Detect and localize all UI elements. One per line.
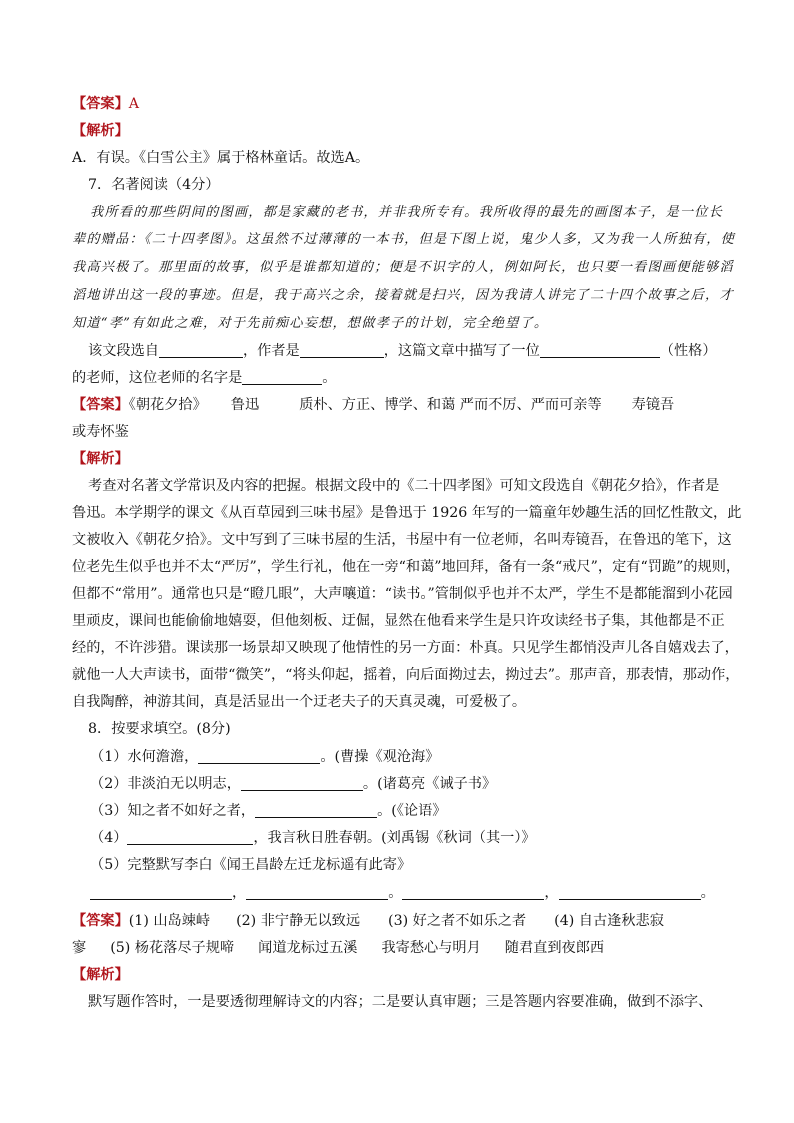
- answer-blank[interactable]: [559, 883, 701, 900]
- answer-tag: 【答案】: [72, 397, 129, 413]
- answer-item: 闻道龙标过五溪: [258, 940, 358, 956]
- analysis-tag: 【解析】: [72, 451, 129, 467]
- q7-passage-line-4: 滔地讲出这一段的事迹。但是，我于高兴之余，接着就是扫兴，因为我请人讲完了二十四个故事之后，才: [72, 288, 734, 303]
- item-text: （3）知之者不如好之者，: [90, 803, 256, 819]
- q7-answer-line-1: [72, 392, 732, 418]
- answer-item: 鲁迅: [230, 397, 260, 413]
- q7-passage-line-3: 我高兴极了。那里面的故事，似乎是谁都知道的；便是不识字的人，例如阿长，也只要一看图画便能够滔: [72, 260, 734, 275]
- item-text: 。(《论语》: [377, 803, 447, 819]
- punct: 。: [388, 885, 403, 901]
- answer-blank[interactable]: [246, 883, 388, 900]
- q8-item-1: [90, 744, 750, 770]
- q8-analysis: 默写题作答时，一是要透彻理解诗文的内容；二是要认真审题；三是答题内容要准确，做到不添字、: [88, 994, 713, 1010]
- q7-analysis-tag-line: [72, 446, 732, 472]
- answer-blank[interactable]: [241, 774, 363, 791]
- answer-blank[interactable]: [159, 341, 243, 358]
- question-text: 的老师，这位老师的名字是: [72, 370, 243, 386]
- q8-item-4: [90, 825, 750, 851]
- q7-analysis-line-4: 位老先生似乎也并不太“严厉”，学生行礼，他在一旁“和蔼”地回拜，备有一条“戒尺”，定有“罚跪”的规则，: [72, 559, 741, 575]
- q7-passage-line-1: 我所看的那些阴间的图画，都是家藏的老书，并非我所专有。我所收得的最先的画图本子，是一位长: [90, 205, 724, 220]
- q6-analysis: A．有误。《白雪公主》属于格林童话。故选A。: [72, 150, 370, 166]
- q6-analysis-tag-line: [72, 118, 732, 144]
- question-text: ，这篇文章中描写了一位: [383, 343, 540, 359]
- analysis-tag: 【解析】: [72, 123, 129, 139]
- q8-answer-line-2: [72, 935, 732, 961]
- q6-answer-line: [72, 91, 732, 117]
- answer-item: 《朝花夕拾》: [128, 397, 207, 413]
- q7-analysis-line-7: 经的，不许涉猎。课读那一场景却又映现了他情性的另一方面：朴真。只见学生都悄没声儿各自嬉戏去了，: [72, 640, 739, 656]
- answer-blank[interactable]: [540, 341, 660, 358]
- q8-item-2: [90, 771, 750, 797]
- q7-analysis-line-8: 就他一人大声读书，面带“微笑”，“将头仰起，摇着，向后面拗过去，拗过去”。那声音，那表情，那动作，: [72, 667, 740, 683]
- answer-item: 寥: [72, 940, 87, 956]
- analysis-tag: 【解析】: [72, 967, 129, 983]
- answer-blank[interactable]: [402, 883, 544, 900]
- answer-blank[interactable]: [300, 341, 384, 358]
- answer-item: (1) 山岛竦峙: [128, 913, 211, 929]
- question-text: ，作者是: [242, 343, 300, 359]
- q8-item-3: [90, 798, 750, 824]
- q7-analysis-line-1: 考查对名著文学常识及内容的把握。根据文段中的《二十四孝图》可知文段选自《朝花夕拾》，作者是: [88, 478, 720, 494]
- answer-blank[interactable]: [90, 883, 232, 900]
- q7-answer-line-2: 或寿怀鉴: [72, 424, 129, 440]
- answer-item: 寿镜吾: [631, 397, 675, 413]
- q7-analysis-line-9: 自我陶醉，神游其间，真是活显出一个迂老夫子的天真灵魂，可爱极了。: [72, 694, 527, 710]
- answer-item: (5) 杨花落尽子规啼: [110, 940, 235, 956]
- q7-passage-line-5: 知道“孝”有如此之难，对于先前痴心妄想，想做孝子的计划，完全绝望了。: [72, 316, 549, 331]
- question-text: 该文段选自: [88, 343, 159, 359]
- punct: ，: [232, 885, 247, 901]
- answer-item: (2) 非宁静无以致远: [236, 913, 361, 929]
- q8-item-5: [90, 852, 750, 878]
- q8-analysis-tag-line: [72, 962, 732, 988]
- punct: 。: [700, 885, 715, 901]
- answer-blank[interactable]: [127, 828, 253, 845]
- item-text: ，我言秋日胜春朝。(刘禹锡《秋词（其一）》: [253, 830, 536, 846]
- q7-question-line-1: [88, 338, 748, 364]
- item-text: 。(诸葛亮《诫子书》: [362, 776, 497, 792]
- item-text: （5）完整默写李白《闻王昌龄左迁龙标遥有此寄》: [90, 857, 412, 873]
- q7-analysis-line-6: 里顽皮，课间也能偷偷地嬉耍，但他刻板、迂倔，显然在他看来学生是只许攻读经书子集，其他都是不正: [72, 613, 725, 629]
- q8-title: 8．按要求填空。(8分): [88, 721, 231, 737]
- answer-item: (3) 好之者不如乐之者: [388, 913, 527, 929]
- q7-analysis-line-2: 鲁迅。本学期学的课文《从百草园到三味书屋》是鲁迅于 1926 年写的一篇童年妙趣生活的回忆性散文，此: [72, 505, 742, 521]
- q8-answer-line-1: [72, 908, 732, 934]
- q7-question-line-2: [72, 365, 732, 391]
- answer-item: 我寄愁心与明月: [381, 940, 481, 956]
- answer-blank[interactable]: [242, 368, 322, 385]
- answer-tag: 【答案】: [72, 913, 129, 929]
- answer-item: 随君直到夜郎西: [504, 940, 605, 956]
- q7-analysis-line-3: 文被收入《朝花夕拾》。文中写到了三味书屋的生活，书屋中有一位老师，名叫寿镜吾，在鲁迅的笔下，这: [72, 532, 732, 548]
- q7-analysis-line-5: 但都不“常用”。通常也只是“瞪几眼”，大声嚷道：“读书。”管制似乎也并不太严，学生不是都能溜到小花园: [72, 586, 733, 602]
- punct: ，: [544, 885, 559, 901]
- answer-blank[interactable]: [198, 747, 320, 764]
- item-text: 。(曹操《观沧海》: [320, 749, 440, 765]
- item-text: （2）非淡泊无以明志，: [90, 776, 241, 792]
- item-text: （1）水何澹澹，: [90, 749, 199, 765]
- question-text: （性格）: [659, 343, 717, 359]
- q8-poem-blanks: [90, 880, 750, 906]
- question-text: 。: [322, 370, 337, 386]
- q7-passage-line-2: 辈的赠品：《二十四孝图》。这虽然不过薄薄的一本书，但是下图上说，鬼少人多，又为我一人所独有，使: [72, 232, 736, 247]
- answer-blank[interactable]: [255, 801, 377, 818]
- answer-item: 质朴、方正、博学、和蔼 严而不厉、严而可亲等: [299, 397, 602, 413]
- item-text: （4）: [90, 830, 128, 846]
- q7-title: 7．名著阅读（4分）: [88, 177, 220, 193]
- answer-item: (4) 自古逢秋悲寂: [554, 913, 664, 929]
- q6-answer: A: [128, 96, 140, 112]
- answer-tag: 【答案】: [72, 96, 129, 112]
